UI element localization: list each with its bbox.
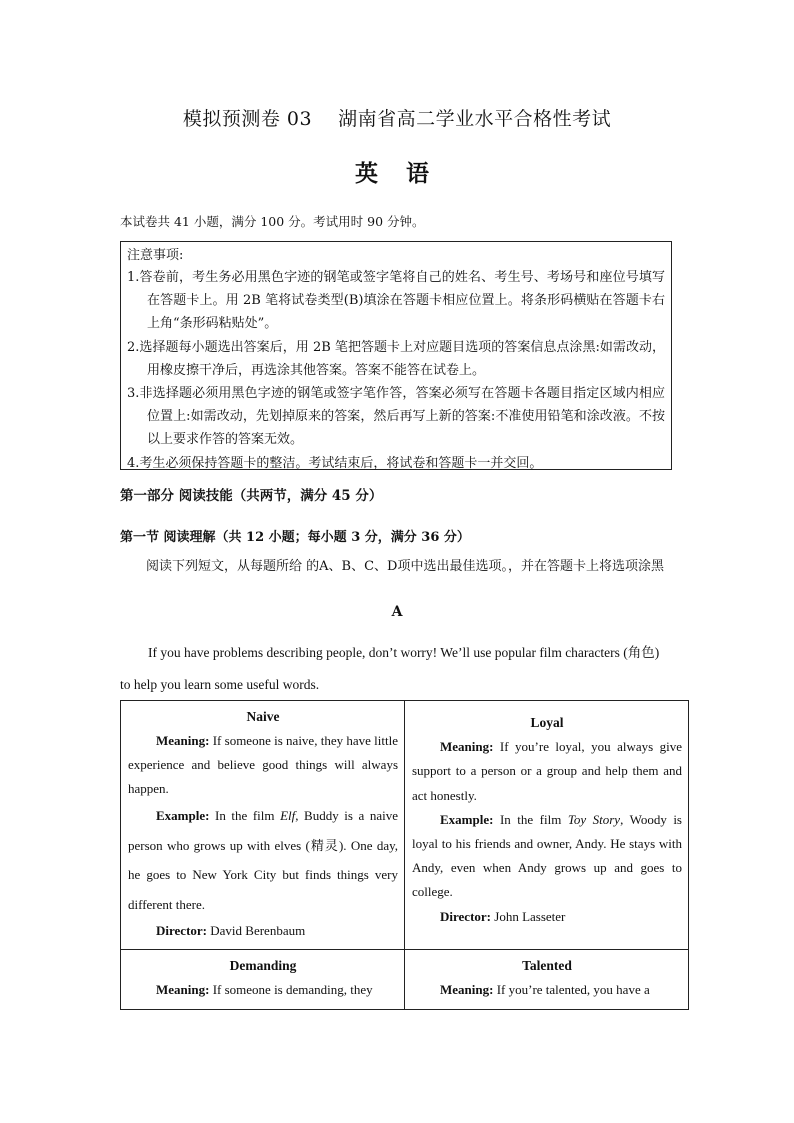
passage-intro-line2: to help you learn some useful words. bbox=[120, 677, 320, 692]
card-example bbox=[128, 801, 398, 919]
example-post: , Woody is loyal to his friends and owner, Andy. He stays with Andy, even when Andy grows up and goes to college. bbox=[412, 811, 682, 900]
card-talented bbox=[405, 950, 689, 1010]
meaning-label: Meaning: bbox=[440, 982, 494, 997]
card-example bbox=[412, 808, 682, 905]
example-post: , Buddy is a naive person who grows up with elves (精灵). One day, he goes to New York City but finds things very different there. bbox=[128, 808, 398, 912]
example-pre: In the film bbox=[215, 808, 281, 823]
card-director bbox=[128, 919, 398, 943]
notice-item: 4.考生必须保持答题卡的整洁。考试结束后，将试卷和答题卡一并交回。 bbox=[127, 455, 543, 471]
card-loyal bbox=[405, 701, 689, 950]
reading-instruction: 阅读下列短文，从每题所给 的A、B、C、D项中选出最佳选项。，并在答题卡上将选项涂黑 bbox=[146, 559, 664, 574]
card-word: Naive bbox=[246, 709, 280, 724]
meaning-label: Meaning: bbox=[440, 739, 494, 755]
exam-title bbox=[0, 104, 794, 131]
passage-letter: A bbox=[391, 604, 403, 620]
notice-box bbox=[120, 241, 672, 470]
meaning-text: If someone is naive, they have little experience and believe good things will always happen. bbox=[128, 733, 398, 796]
exam-label: 模拟预测卷 03 bbox=[182, 108, 313, 130]
part1-heading: 第一部分 阅读技能（共两节，满分 45 分） bbox=[120, 488, 383, 504]
card-word: Talented bbox=[522, 958, 572, 973]
film-title: Toy Story bbox=[567, 811, 621, 827]
subject-title: 英 语 bbox=[354, 160, 439, 187]
section1-heading: 第一节 阅读理解（共 12 小题；每小题 3 分，满分 36 分） bbox=[120, 530, 470, 545]
example-label: Example: bbox=[156, 808, 210, 823]
meaning-text: If someone is demanding, they bbox=[212, 982, 373, 997]
notice-item: 2.选择题每小题选出答案后，用 2B 笔把答题卡上对应题目选项的答案信息点涂黑:如需改动，用橡皮擦干净后，再选涂其他答案。答案不能答在试卷上。 bbox=[127, 339, 665, 378]
meaning-text: If you’re talented, you have a bbox=[496, 982, 650, 997]
card-word: Demanding bbox=[229, 958, 297, 973]
vocabulary-table bbox=[120, 700, 689, 1010]
card-meaning bbox=[412, 978, 682, 1002]
card-meaning bbox=[128, 978, 398, 1002]
director-name: John Lasseter bbox=[494, 908, 566, 924]
director-name: David Berenbaum bbox=[210, 923, 306, 938]
card-naive bbox=[121, 701, 405, 950]
card-word: Loyal bbox=[530, 715, 564, 730]
exam-name: 湖南省高二学业水平合格性考试 bbox=[338, 108, 612, 130]
director-label: Director: bbox=[156, 923, 208, 938]
director-label: Director: bbox=[440, 908, 492, 924]
film-title: Elf bbox=[280, 808, 296, 823]
example-pre: In the film bbox=[499, 811, 568, 827]
notice-heading: 注意事项: bbox=[127, 248, 184, 263]
card-demanding bbox=[121, 950, 405, 1010]
notice-item: 3.非选择题必须用黑色字迹的钢笔或签字笔作答，答案必须写在答题卡各题目指定区域内相应位置上:如需改动，先划掉原来的答案，然后再写上新的答案:不准使用铅笔和涂改液。不按以上要求作答的答案无效。 bbox=[127, 386, 665, 448]
meaning-text: If you’re loyal, you always give support to a person or a group and help them and act honestly. bbox=[412, 739, 683, 803]
meaning-label: Meaning: bbox=[156, 982, 210, 997]
notice-item: 1.答卷前，考生务必用黑色字迹的钢笔或签字笔将自己的姓名、考生号、考场号和座位号填写在答题卡上。用 2B 笔将试卷类型(B)填涂在答题卡相应位置上。将条形码横贴在答题卡右上角“条形码粘贴处”。 bbox=[127, 270, 665, 332]
exam-intro: 本试卷共 41 小题，满分 100 分。考试用时 90 分钟。 bbox=[120, 214, 425, 229]
passage-intro-line1: If you have problems describing people, don’t worry! We’ll use popular film characters (角色) bbox=[148, 645, 660, 660]
card-meaning bbox=[412, 735, 682, 808]
card-meaning bbox=[128, 729, 398, 801]
card-director bbox=[412, 905, 682, 929]
example-label: Example: bbox=[440, 811, 494, 827]
meaning-label: Meaning: bbox=[156, 733, 210, 748]
